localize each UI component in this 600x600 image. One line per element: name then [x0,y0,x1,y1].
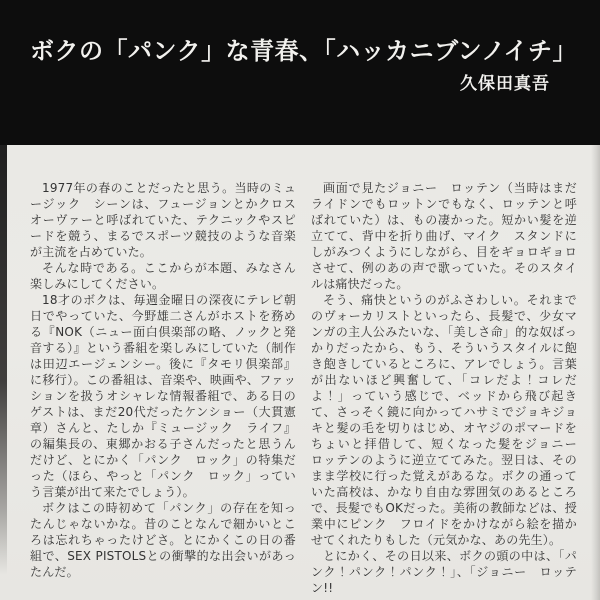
page-edge-shadow [591,145,600,600]
paragraph-punk-in-head: とにかく、その日以来、ボクの頭の中は、「パンク！パンク！パンク！」、「ジョニー ロッテン!! [311,549,577,595]
paragraph-sonna-toki: そんな時である。ここからが本題、みなさん楽しみにしてください。 [30,261,296,291]
paragraph-haircut-school: そう、痛快というのがふさわしい。それまでのヴォーカリストといったら、長髪で、少女マンガの主人公みたいな、「美しさ命」的な奴ばっかりだったから、もう、そういうスタイルに飽き飽きしているところに、アレでしょう。言葉が出ないほど興奮して、「コレだよ！コレだよ！」っていう感じで、ベッドから飛び起きて、さっそく鏡に向かってハサミでジョキジョキと髪の毛を切りはじめ、オヤジのポマードをちょいと拝借して、短くなった髪をジョニー ロッテンのように逆立ててみた。翌日は、そのまま学校に行った覚えがあるな。ボクの通っていた高校は、かなり自由な雰囲気のあるところで、長髪でもOKだった。美術の教師などは、授業中にピンク フロイドをかけながら絵を描かせてくれたりもした（元気かな、あの先生）。 [311,293,590,547]
paragraph-nok-show: 18才のボクは、毎週金曜日の深夜にテレビ朝日でやっていた、今野雄二さんがホストを務める『NOK（ニュー面白倶楽部の略、ノックと発音する）』という番組を楽しみにしていた（制作は田辺エージェンシー。後に『タモリ倶楽部』に移行）。この番組は、音楽や、映画や、ファッションを扱うオシャレな情報番組で、ある日のゲストは、まだ20代だったケンショー（大貫憲章）さんと、たしか『ミュージック ライフ』の編集長の、東郷かおる子さんだったと思うんだけど、とにかく「パンク ロック」の特集だった（ほら、やっと「パンク ロック」っていう言葉が出て来たでしょう）。 [30,293,296,499]
left-column [30,180,309,596]
author-name: 久保田真吾 [460,73,550,94]
book-spine-shadow [0,145,7,575]
chapter-title: ボクの「パンク」な青春、「ハッカニブンノイチ」 [30,37,577,65]
paragraph-johnny-rotten: 画面で見たジョニー ロッテン（当時はまだライドンでもロットンでもなく、ロッテンと呼ばれていた）は、もの凄かった。短かい髪を逆立てて、背中を折り曲げ、マイク スタンドにしがみつくようにしながら、目をギョロギョロさせて、例のあの声で歌っていた。そのスタイルは痛快だった。 [311,181,577,291]
right-column [311,180,590,596]
paragraph-1977-intro: 1977年の春のことだったと思う。当時のミュージック シーンは、フュージョンとかクロス オーヴァーと呼ばれていた、テクニックやスピードを競う、まるでスポーツ競技のような音楽が主流を占めていた。 [30,181,309,259]
article-body [30,180,590,596]
paragraph-sex-pistols-encounter: ボクはこの時初めて「パンク」の存在を知ったんじゃないかな。昔のことなんで細かいところは忘れちゃったけどさ。とにかくこの日の番組で、SEX PISTOLSとの衝撃的な出会いがあったんだ。 [30,501,296,579]
chapter-header [0,0,600,145]
